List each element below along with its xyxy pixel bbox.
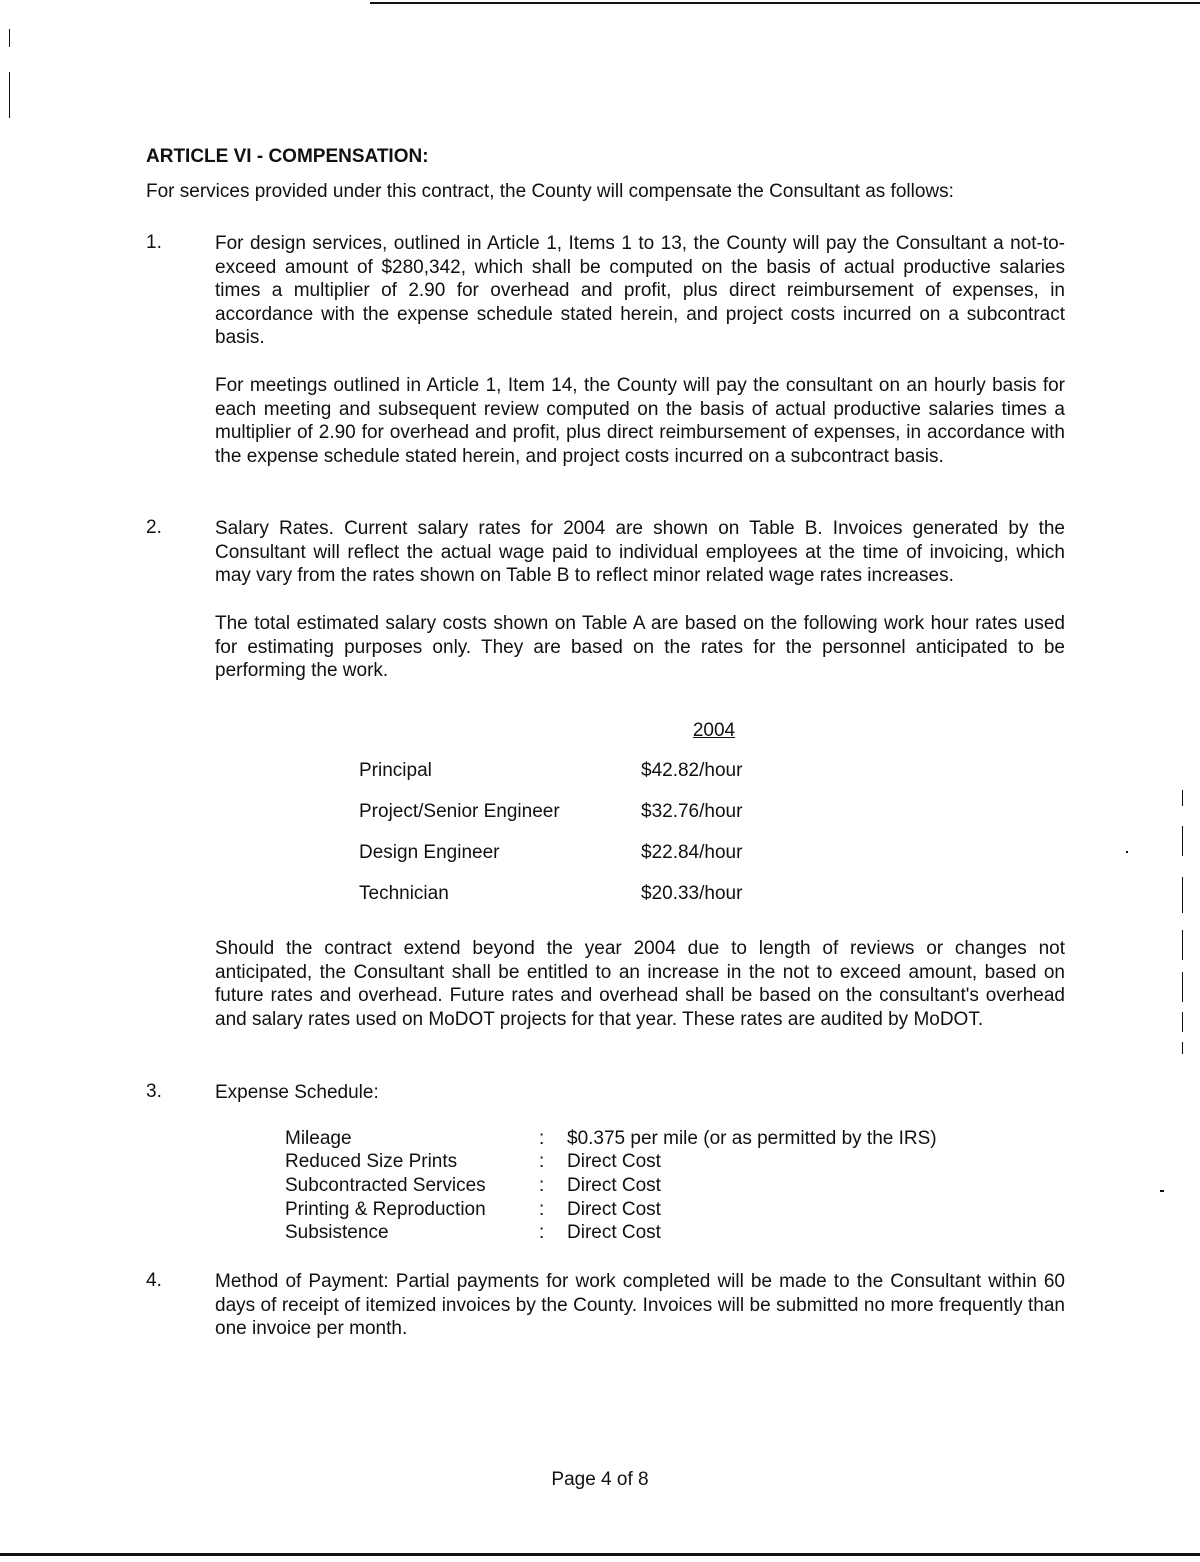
item-2-paragraph-3: Should the contract extend beyond the year 2004 due to length of reviews or changes not anticipated, the Consultant shall be entitled to an increase in the not to exceed amount, based on future rates and overhead. Future rates and overhead shall be based on the consultant's overhead and salary rates used on MoDOT projects for that year. These rates are audited by MoDOT. xyxy=(215,938,1065,1030)
expense-label: Subsistence xyxy=(285,1222,389,1243)
scan-right-mark-3 xyxy=(1182,877,1183,913)
item-2-paragraph-2: The total estimated salary costs shown on Table A are based on the following work hour rates used for estimating purposes only. They are based on the rates for the personnel anticipated to be performing the work. xyxy=(215,613,1065,681)
item-number-2: 2. xyxy=(146,517,162,538)
expense-separator: : xyxy=(539,1128,545,1149)
expense-separator: : xyxy=(539,1175,545,1196)
item-4-paragraph-1: Method of Payment: Partial payments for work completed will be made to the Consultant within 60 days of receipt of itemized invoices by the County. Invoices will be submitted no more frequently than one invoice per month. xyxy=(215,1271,1065,1339)
expense-value: Direct Cost xyxy=(567,1175,661,1196)
item-number-1: 1. xyxy=(146,232,162,253)
scan-right-mark-5 xyxy=(1182,972,1183,1002)
page-number: Page 4 of 8 xyxy=(551,1469,649,1490)
rate-role: Project/Senior Engineer xyxy=(359,801,560,822)
expense-label: Subcontracted Services xyxy=(285,1175,486,1196)
expense-value: Direct Cost xyxy=(567,1199,661,1220)
expense-label: Printing & Reproduction xyxy=(285,1199,486,1220)
scan-dot-1 xyxy=(1126,851,1128,853)
expense-separator: : xyxy=(539,1222,545,1243)
scan-left-mark-2 xyxy=(9,72,10,118)
item-1-paragraph-1: For design services, outlined in Article 1, Items 1 to 13, the County will pay the Consultant a not-to-exceed amount of $280,342, which shall be computed on the basis of actual productive salaries times a multiplier of 2.90 for overhead and profit, plus direct reimbursement of expenses, in accordance with the expense schedule stated herein, and project costs incurred on a subcontract basis. xyxy=(215,233,1065,348)
rate-value: $42.82/hour xyxy=(641,760,743,781)
item-2-paragraph-1: Salary Rates. Current salary rates for 2004 are shown on Table B. Invoices generated by the Consultant will reflect the actual wage paid to individual employees at the time of invoicing, which may vary from the rates shown on Table B to reflect minor related wage rates increases. xyxy=(215,518,1065,586)
scan-right-mark-7 xyxy=(1182,1042,1183,1054)
scan-top-border xyxy=(370,2,1200,4)
rate-value: $22.84/hour xyxy=(641,842,743,863)
expense-value: Direct Cost xyxy=(567,1222,661,1243)
rate-value: $32.76/hour xyxy=(641,801,743,822)
scan-dot-2 xyxy=(1160,1190,1164,1192)
item-number-4: 4. xyxy=(146,1270,162,1291)
rates-year-header: 2004 xyxy=(692,720,736,741)
scan-right-mark-1 xyxy=(1182,790,1183,806)
scan-left-mark-1 xyxy=(9,29,10,47)
expense-separator: : xyxy=(539,1199,545,1220)
expense-value: Direct Cost xyxy=(567,1151,661,1172)
article-heading: ARTICLE VI - COMPENSATION: xyxy=(146,146,429,167)
expense-value: $0.375 per mile (or as permitted by the IRS) xyxy=(567,1128,937,1149)
rate-role: Technician xyxy=(359,883,449,904)
scan-right-mark-2 xyxy=(1182,826,1183,856)
expense-separator: : xyxy=(539,1151,545,1172)
item-number-3: 3. xyxy=(146,1081,162,1102)
rate-role: Design Engineer xyxy=(359,842,500,863)
expense-label: Reduced Size Prints xyxy=(285,1151,458,1172)
scan-right-mark-4 xyxy=(1182,930,1183,960)
rate-role: Principal xyxy=(359,760,432,781)
item-3-paragraph-1: Expense Schedule: xyxy=(215,1082,379,1103)
rate-value: $20.33/hour xyxy=(641,883,743,904)
scan-bottom-border xyxy=(0,1553,1200,1556)
item-1-paragraph-2: For meetings outlined in Article 1, Item 14, the County will pay the consultant on an hourly basis for each meeting and subsequent review computed on the basis of actual productive salaries times a multiplier of 2.90 for overhead and profit, plus direct reimbursement of expenses, in accordance with the expense schedule stated herein, and project costs incurred on a subcontract basis. xyxy=(215,375,1065,467)
expense-label: Mileage xyxy=(285,1128,352,1149)
scan-right-mark-6 xyxy=(1182,1012,1183,1032)
article-intro: For services provided under this contract, the County will compensate the Consultant as follows: xyxy=(146,181,954,202)
